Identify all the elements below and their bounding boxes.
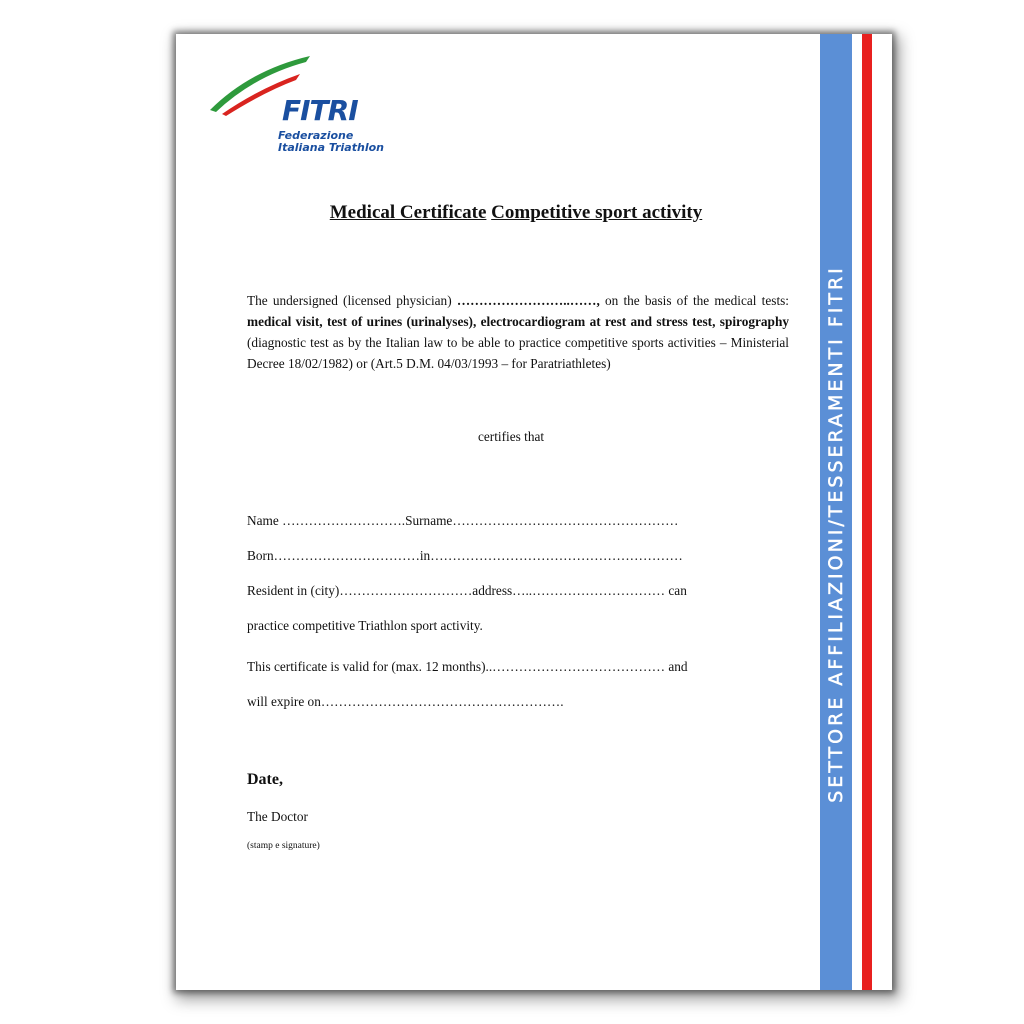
intro-paragraph: [247, 290, 789, 374]
page-title: [176, 202, 856, 224]
logo-subtitle-line1: Federazione: [278, 129, 354, 142]
date-label: Date,: [247, 771, 283, 788]
sidebar-text: SETTORE AFFILIAZIONI/TESSERAMENTI FITRI: [825, 265, 847, 803]
intro-tests-bold: medical visit, test of urines (urinalyses), electrocardiogram at rest and stress test, spirography: [247, 314, 789, 329]
intro-text-b: on the basis of the medical tests:: [599, 293, 790, 308]
intro-text-a: The undersigned (licensed physician): [247, 293, 457, 308]
doctor-label: The Doctor: [247, 809, 308, 824]
name-surname-line: Name ……………………….Surname……………………………………………: [247, 513, 679, 528]
expiry-line: will expire on……………………………………………….: [247, 694, 564, 709]
intro-text-c: (diagnostic test as by the Italian law to be able to practice competitive sports activities – Ministerial Decree 18/02/1982) or (Art.5 D.M. 04/03/1993 – for Paratriathletes): [247, 335, 789, 371]
validity-line: This certificate is valid for (max. 12 months)..………………………………… and: [247, 659, 688, 674]
logo-subtitle-line2: Italiana Triathlon: [278, 141, 384, 154]
sidebar-vertical-text: [820, 34, 852, 990]
fitri-logo: [210, 50, 384, 160]
sidebar-white-stripe: [852, 34, 862, 990]
practice-line: practice competitive Triathlon sport activity.: [247, 618, 483, 633]
born-line: Born……………………………in…………………………………………………: [247, 548, 683, 563]
logo-subtitle: [278, 130, 384, 154]
sidebar-red-stripe: [862, 34, 872, 990]
logo-wordmark: FITRI: [282, 94, 358, 127]
stamp-signature-label: (stamp e signature): [247, 841, 320, 851]
resident-line: Resident in (city)…………………………address…..………………………… can: [247, 583, 687, 598]
intro-physician-dots: ……………………..……,: [456, 293, 600, 308]
certifies-that: certifies that: [478, 429, 545, 444]
certificate-page: [176, 34, 892, 990]
title-part1: Medical Certificate: [329, 202, 487, 223]
title-part2: Competitive sport activity: [491, 202, 703, 223]
